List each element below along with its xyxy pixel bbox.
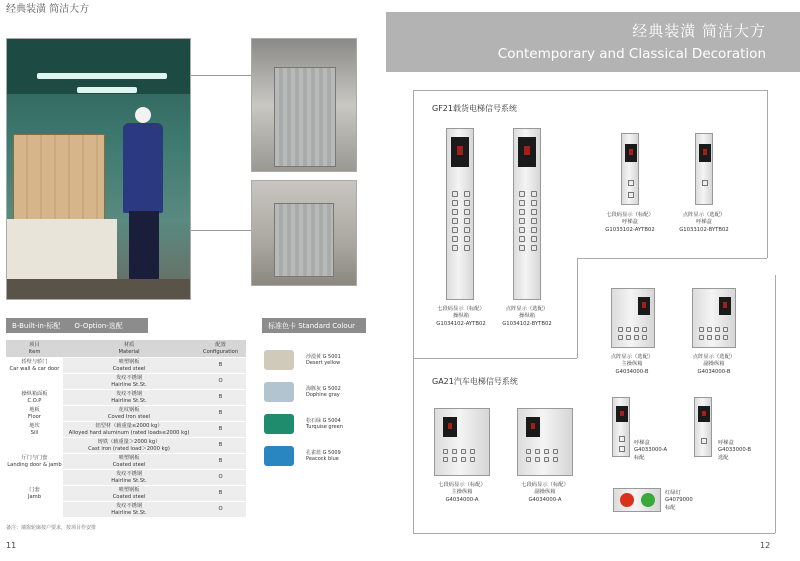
- swatch-item: [264, 382, 341, 402]
- table-row: [6, 422, 246, 438]
- floor-display: [518, 137, 536, 167]
- cell-material: 喷塑钢板 Coated steel: [63, 358, 195, 374]
- cell-configuration: O: [195, 470, 246, 486]
- configuration-legend-bar: [6, 318, 148, 333]
- frame-line: [413, 358, 414, 533]
- gf21-section-title: GF21载货电梯信号系统: [432, 104, 517, 113]
- cell-material: 发纹不锈钢 Hairline St.St.: [63, 390, 195, 406]
- worker-legs: [129, 211, 159, 281]
- frame-line: [413, 358, 577, 359]
- frame-line: [413, 90, 414, 358]
- cell-item: [6, 470, 63, 486]
- floor-display: [443, 417, 457, 437]
- ceiling-light: [37, 73, 167, 79]
- ga21-main-cop-dot-matrix: [611, 288, 655, 348]
- table-row: [6, 486, 246, 502]
- table-row: [6, 438, 246, 454]
- floor-display: [699, 144, 711, 162]
- landing-door-photo: [251, 180, 357, 286]
- floor-display: [616, 406, 628, 422]
- cell-configuration: B: [195, 438, 246, 454]
- gf21-hall-call-box-dot-matrix: [695, 133, 713, 205]
- green-light-icon: [641, 493, 655, 507]
- cell-configuration: B: [195, 486, 246, 502]
- table-row: [6, 374, 246, 390]
- cell-material: 发纹不锈钢 Hairline St.St.: [63, 502, 195, 518]
- table-row: [6, 358, 246, 374]
- connector-line: [191, 230, 251, 231]
- colour-swatch: [264, 382, 294, 402]
- header-item: 项目 Item: [6, 340, 63, 358]
- cell-material: 铝型材（载重量≤2000 kg） Alloyed hard aluminum (rated loads≤2000 kg): [63, 422, 195, 438]
- car-floor: [7, 279, 190, 299]
- car-ceiling: [7, 39, 190, 94]
- floor-display: [526, 417, 540, 437]
- header-title-cn: 经典装潢 简洁大方: [632, 22, 766, 40]
- colour-swatch: [264, 446, 294, 466]
- swatch-item: [264, 414, 343, 434]
- ga21-item-caption: 点阵显示（选配） 主操纵箱 G4034000-B: [610, 354, 654, 375]
- header-configuration: 配置 Configuration: [195, 340, 246, 358]
- right-page-number: 12: [760, 541, 771, 550]
- car-interior-photo: [251, 38, 357, 172]
- ga21-item-caption: 红绿灯 G4079000 标配: [665, 490, 693, 511]
- cell-material: 发纹不锈钢 Hairline St.St.: [63, 374, 195, 390]
- worker-figure: [123, 123, 163, 213]
- table-row: [6, 390, 246, 406]
- cell-material: 花纹钢板 Coved Iron steel: [63, 406, 195, 422]
- standard-colour-title: 标准色卡 Standard Colour: [262, 318, 366, 333]
- material-spec-table: [6, 340, 246, 518]
- gf21-hall-call-box-seven-segment: [621, 133, 639, 205]
- frame-line: [775, 275, 776, 533]
- cell-item: 轿壁与轿门 Car wall & car door: [6, 358, 63, 374]
- cell-item: [6, 502, 63, 518]
- button-panel: [699, 327, 728, 340]
- frame-line: [413, 90, 767, 91]
- floor-display: [698, 406, 710, 422]
- floor-display: [451, 137, 469, 167]
- cell-configuration: B: [195, 358, 246, 374]
- cell-item: 操纵箱面板 C.O.P: [6, 390, 63, 406]
- left-page-header: 经典装潢 简洁大方: [6, 4, 90, 15]
- cell-item: 门套 Jamb: [6, 486, 63, 502]
- gf21-cop-dot-matrix: [513, 128, 541, 300]
- cell-configuration: B: [195, 406, 246, 422]
- worker-helmet: [135, 107, 151, 123]
- header-material: 材质 Material: [63, 340, 195, 358]
- gf21-cop-seven-segment: [446, 128, 474, 300]
- ga21-hall-call-box-a: [612, 397, 630, 457]
- floor-button-panel: [452, 191, 470, 251]
- ga21-sub-cop-dot-matrix: [692, 288, 736, 348]
- up-button[interactable]: [619, 436, 625, 442]
- cell-configuration: O: [195, 502, 246, 518]
- frame-line: [767, 90, 768, 258]
- ga21-item-caption: 七段码显示（标配） 副操纵箱 G4034000-A: [521, 482, 569, 503]
- swatch-label: 孔雀蓝 G 5009 Peacock blue: [306, 449, 341, 462]
- ga21-main-cop-seven-segment: [434, 408, 490, 476]
- left-page-number: 11: [6, 541, 17, 550]
- header-title-en: Contemporary and Classical Decoration: [497, 46, 766, 62]
- cell-configuration: O: [195, 374, 246, 390]
- down-button[interactable]: [628, 192, 634, 198]
- cell-material: 发纹不锈钢 Hairline St.St.: [63, 470, 195, 486]
- gf21-item-caption: 点阵显示（选配） 操纵箱 G1034102-BYTB02: [502, 306, 552, 327]
- table-row: [6, 406, 246, 422]
- ga21-sub-cop-seven-segment: [517, 408, 573, 476]
- freight-car-photo: [6, 38, 191, 300]
- landing-door: [274, 203, 334, 277]
- cell-item: 地板 Floor: [6, 406, 63, 422]
- cell-item: [6, 438, 63, 454]
- floor-button-panel: [519, 191, 537, 251]
- gf21-item-caption: 七段码显示（标配） 呼梯盒 G1033102-AYTB02: [605, 212, 655, 233]
- ga21-item-caption: 呼梯盒 G4033000-A 标配: [634, 440, 668, 461]
- floor-display: [719, 297, 731, 315]
- table-row: [6, 470, 246, 486]
- table-header-row: [6, 340, 246, 358]
- button-panel: [526, 449, 558, 462]
- cell-material: 铸铁（载重量＞2000 kg） Cast iron (rated load＞2000 kg): [63, 438, 195, 454]
- gf21-item-caption: 七段码显示（标配） 操纵箱 G1034102-AYTB02: [436, 306, 486, 327]
- cell-configuration: B: [195, 454, 246, 470]
- colour-swatch: [264, 350, 294, 370]
- down-button[interactable]: [619, 446, 625, 452]
- gf21-item-caption: 点阵显示（选配） 呼梯盒 G1033102-BYTB02: [679, 212, 729, 233]
- option-legend: O-Option-选配: [74, 321, 123, 330]
- ga21-item-caption: 七段码显示（标配） 主操纵箱 G4034000-A: [438, 482, 486, 503]
- swatch-label: 海豚灰 G 5002 Dophine gray: [306, 385, 341, 398]
- ga21-item-caption: 呼梯盒 G4033000-B 选配: [718, 440, 752, 461]
- red-light-icon: [620, 493, 634, 507]
- ga21-section-title: GA21汽车电梯信号系统: [432, 377, 518, 386]
- button-panel: [443, 449, 475, 462]
- cell-configuration: B: [195, 390, 246, 406]
- traffic-light-panel: [613, 488, 661, 512]
- table-row: [6, 502, 246, 518]
- swatch-item: [264, 446, 341, 466]
- swatch-item: [264, 350, 341, 370]
- button-panel: [618, 327, 647, 340]
- cell-configuration: B: [195, 422, 246, 438]
- cell-item: [6, 374, 63, 390]
- connector-line: [191, 75, 251, 76]
- floor-display: [638, 297, 650, 315]
- frame-line: [577, 258, 767, 259]
- up-down-button[interactable]: [701, 438, 707, 444]
- cell-material: 喷塑钢板 Coated steel: [63, 486, 195, 502]
- floor-display: [625, 144, 637, 162]
- up-down-button[interactable]: [702, 180, 708, 186]
- table-row: [6, 454, 246, 470]
- swatch-label: 沙漠黄 G 5001 Desert yellow: [306, 353, 341, 366]
- up-button[interactable]: [628, 180, 634, 186]
- cell-material: 喷塑钢板 Coated steel: [63, 454, 195, 470]
- cell-item: 厅门与门套 Landing door & jamb: [7, 455, 62, 468]
- swatch-label: 松石绿 G 5004 Turquise green: [306, 417, 343, 430]
- cell-item: 地坎 Sill: [6, 422, 63, 438]
- right-page-header: [386, 12, 800, 72]
- table-note: 备注：墙窗轮廓按户要求，按项目作安排: [6, 525, 97, 531]
- frame-line: [577, 258, 578, 358]
- builtin-legend: B-Built-in-标配: [12, 321, 61, 330]
- colour-swatch: [264, 414, 294, 434]
- ga21-hall-call-box-b: [694, 397, 712, 457]
- car-door: [274, 67, 336, 167]
- ga21-item-caption: 点阵显示（选配） 副操纵箱 G4034000-B: [692, 354, 736, 375]
- ceiling-light: [77, 87, 137, 93]
- frame-line: [413, 533, 775, 534]
